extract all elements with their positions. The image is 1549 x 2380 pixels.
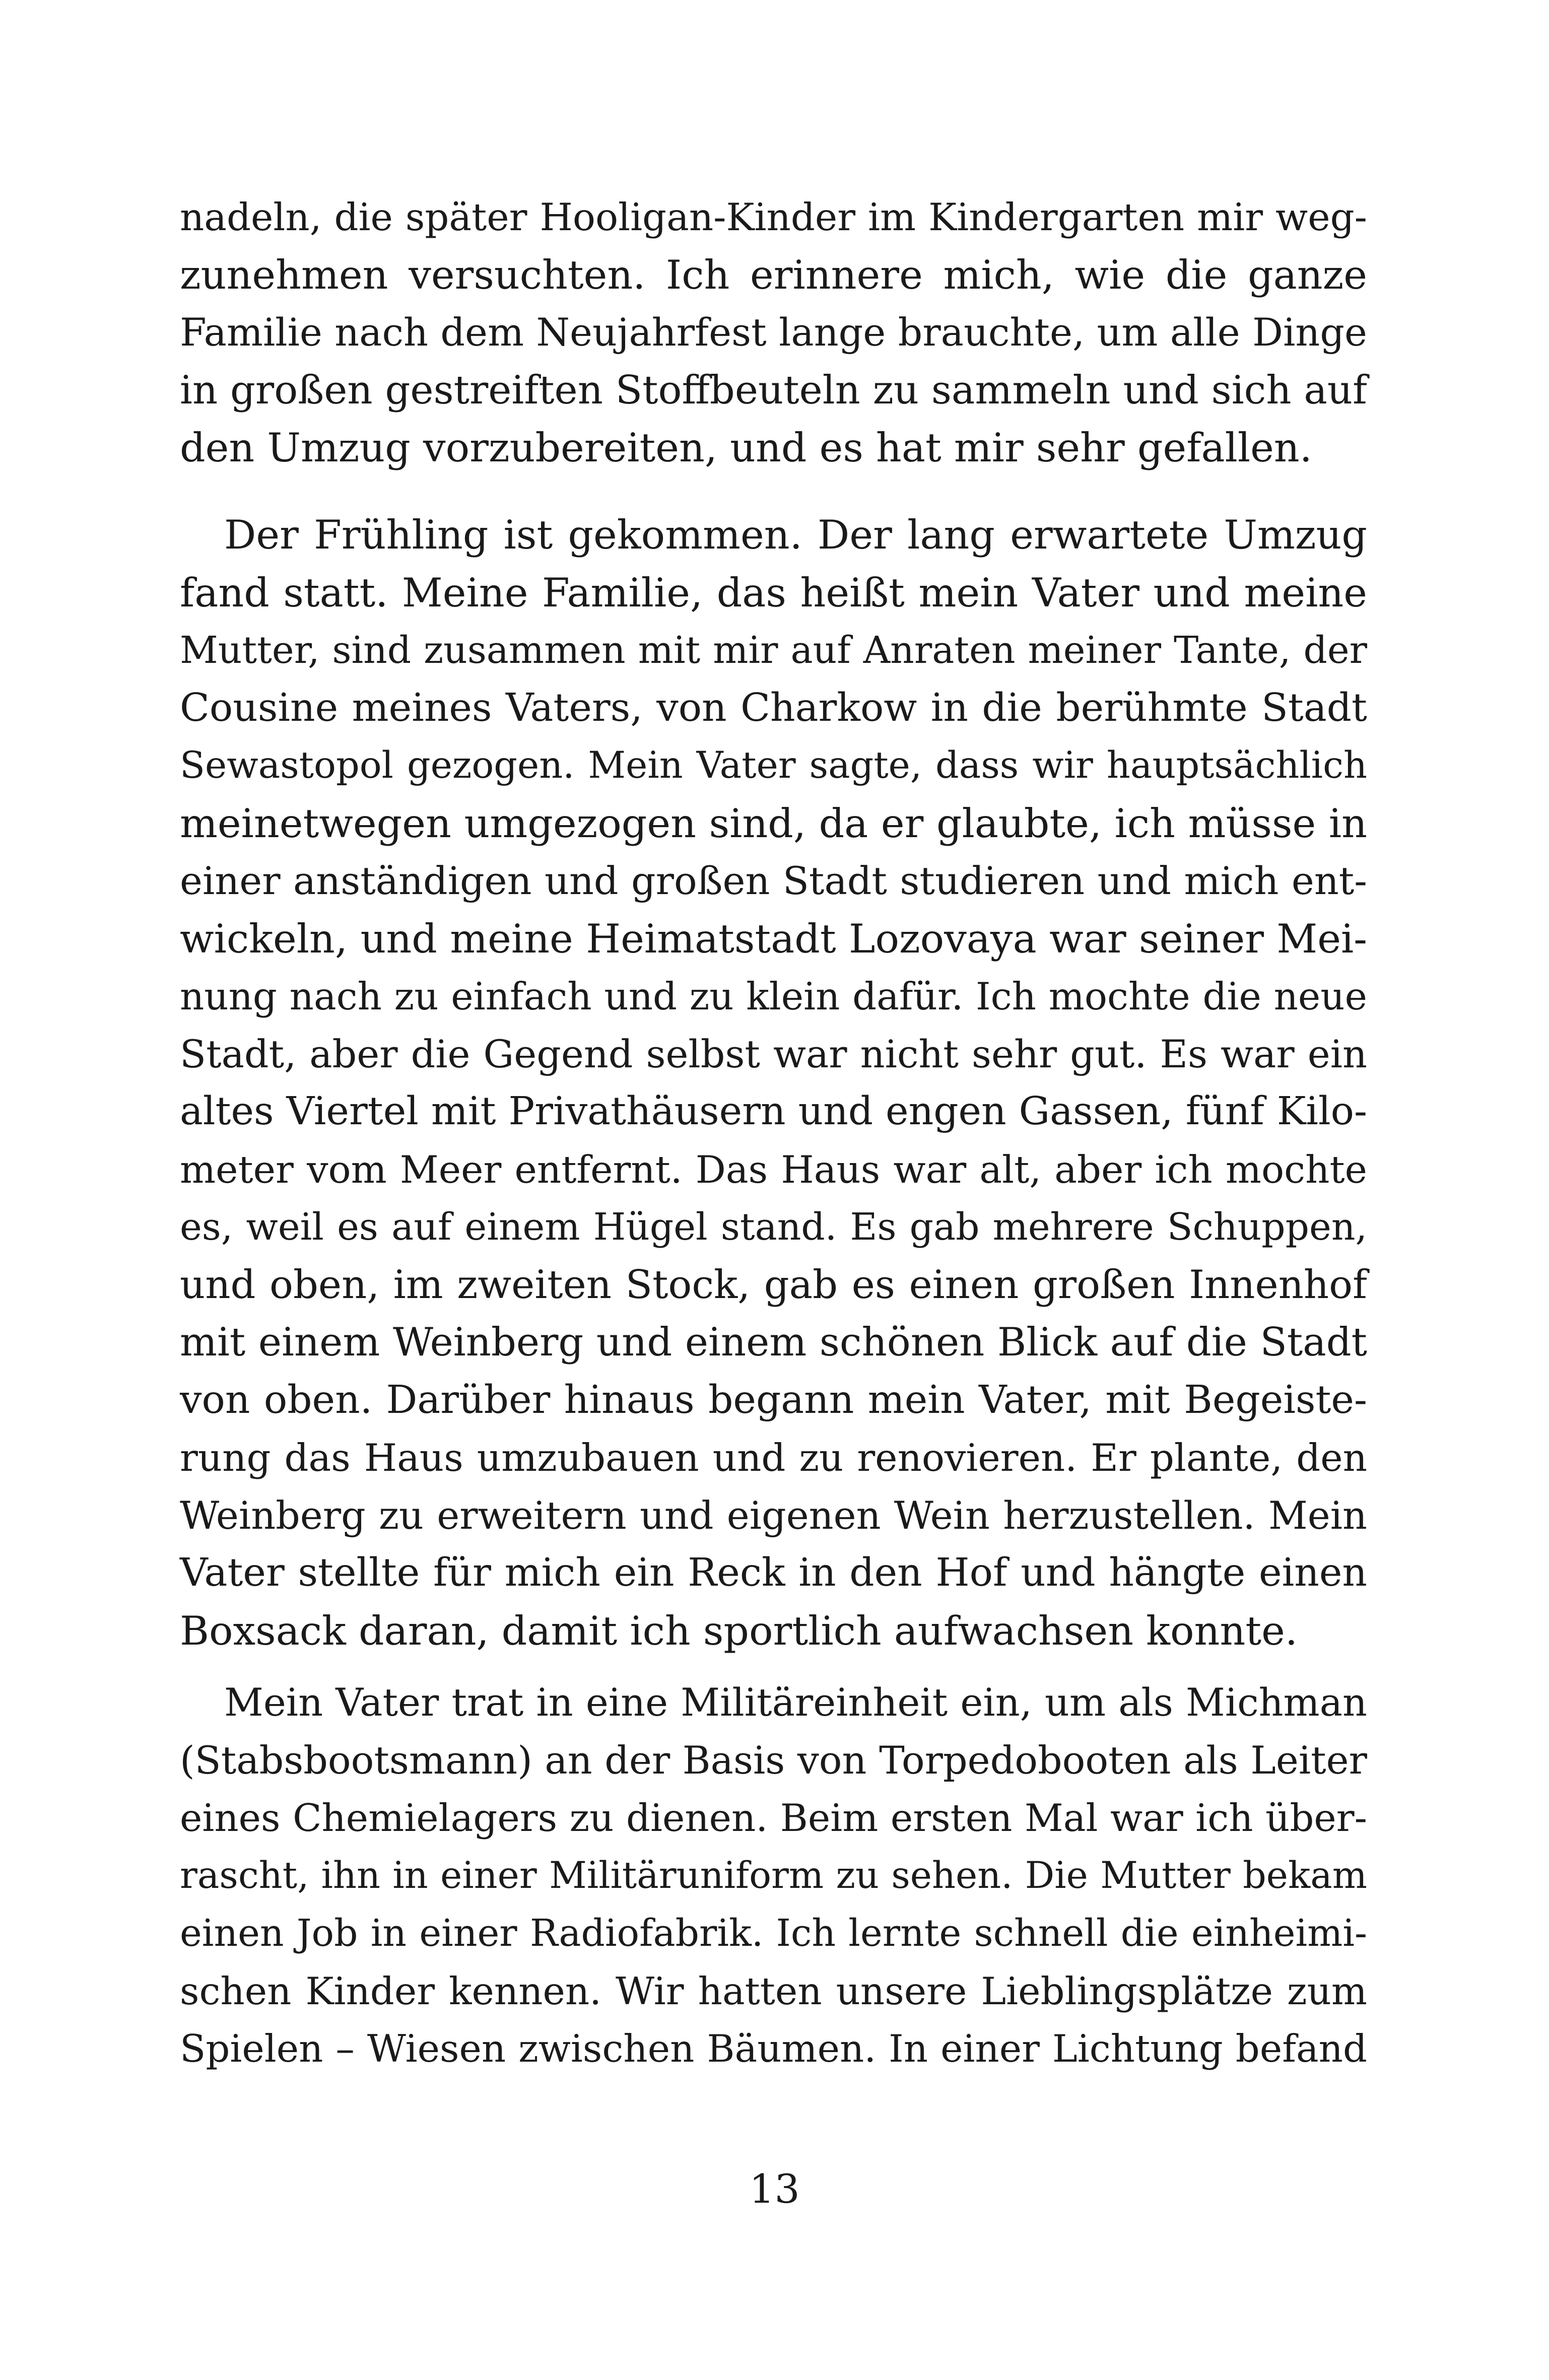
text-line: Boxsack daran, damit ich sportlich aufwachsen konnte. xyxy=(180,1607,1298,1654)
text-line: wickeln, und meine Heimatstadt Lozovaya war seiner Mei- xyxy=(180,915,1367,962)
text-line: altes Viertel mit Privathäusern und engen Gassen, fünf Kilo- xyxy=(180,1089,1367,1134)
text-line: Cousine meines Vaters, von Charkow in die berühmte Stadt xyxy=(180,685,1367,730)
paragraph-2 xyxy=(180,506,1367,1660)
text-line: einer anständigen und großen Stadt studieren und mich ent- xyxy=(180,858,1367,903)
text-line: meter vom Meer entfernt. Das Haus war alt, aber ich mochte xyxy=(180,1147,1367,1192)
text-line: fand statt. Meine Familie, das heißt mein Vater und meine xyxy=(180,569,1367,616)
text-line: nung nach zu einfach und zu klein dafür. Ich mochte die neue xyxy=(180,974,1367,1018)
text-line: von oben. Darüber hinaus begann mein Vater, mit Begeiste- xyxy=(180,1377,1367,1422)
text-line: es, weil es auf einem Hügel stand. Es gab mehrere Schuppen, xyxy=(180,1205,1367,1249)
text-line: nadeln, die später Hooligan-Kinder im Kindergarten mir weg- xyxy=(180,195,1367,239)
text-line: zunehmen versuchten. Ich erinnere mich, wie die ganze xyxy=(180,251,1367,298)
paragraph-3 xyxy=(180,1674,1367,2078)
text-line: Mutter, sind zusammen mit mir auf Anraten meiner Tante, der xyxy=(180,629,1367,672)
text-line: rung das Haus umzubauen und zu renovieren. Er plante, den xyxy=(180,1436,1367,1480)
text-line: (Stabsbootsmann) an der Basis von Torpedobooten als Leiter xyxy=(180,1737,1367,1783)
text-line: den Umzug vorzubereiten, und es hat mir sehr gefallen. xyxy=(180,425,1312,471)
text-line: in großen gestreiften Stoffbeuteln zu sammeln und sich auf xyxy=(180,367,1367,413)
text-line: Sewastopol gezogen. Mein Vater sagte, dass wir hauptsächlich xyxy=(180,744,1367,787)
text-line: rascht, ihn in einer Militäruniform zu sehen. Die Mutter bekam xyxy=(180,1854,1367,1897)
text-line: Spielen – Wiesen zwischen Bäumen. In einer Lichtung befand xyxy=(180,2026,1367,2071)
text-line: eines Chemielagers zu dienen. Beim ersten Mal war ich über- xyxy=(180,1796,1367,1840)
text-line: Stadt, aber die Gegend selbst war nicht sehr gut. Es war ein xyxy=(180,1031,1367,1076)
text-line: einen Job in einer Radiofabrik. Ich lernte schnell die einheimi- xyxy=(180,1912,1367,1955)
text-line: und oben, im zweiten Stock, gab es einen großen Innenhof xyxy=(180,1262,1367,1308)
text-line: Vater stellte für mich ein Reck in den Hof und hängte einen xyxy=(180,1550,1367,1595)
text-line: mit einem Weinberg und einem schönen Blick auf die Stadt xyxy=(180,1320,1367,1365)
text-line: Der Frühling ist gekommen. Der lang erwartete Umzug xyxy=(224,512,1367,558)
text-line: schen Kinder kennen. Wir hatten unsere Lieblingsplätze zum xyxy=(180,1968,1367,2013)
text-line: meinetwegen umgezogen sind, da er glaubte, ich müsse in xyxy=(180,800,1367,847)
text-line: Mein Vater trat in eine Militäreinheit ein, um als Michman xyxy=(224,1680,1367,1725)
text-line: Familie nach dem Neujahrfest lange brauchte, um alle Dinge xyxy=(180,310,1367,355)
text-line: Weinberg zu erweitern und eigenen Wein herzustellen. Mein xyxy=(180,1492,1367,1538)
paragraph-1 xyxy=(180,188,1367,477)
page-number: 13 xyxy=(749,2166,800,2212)
